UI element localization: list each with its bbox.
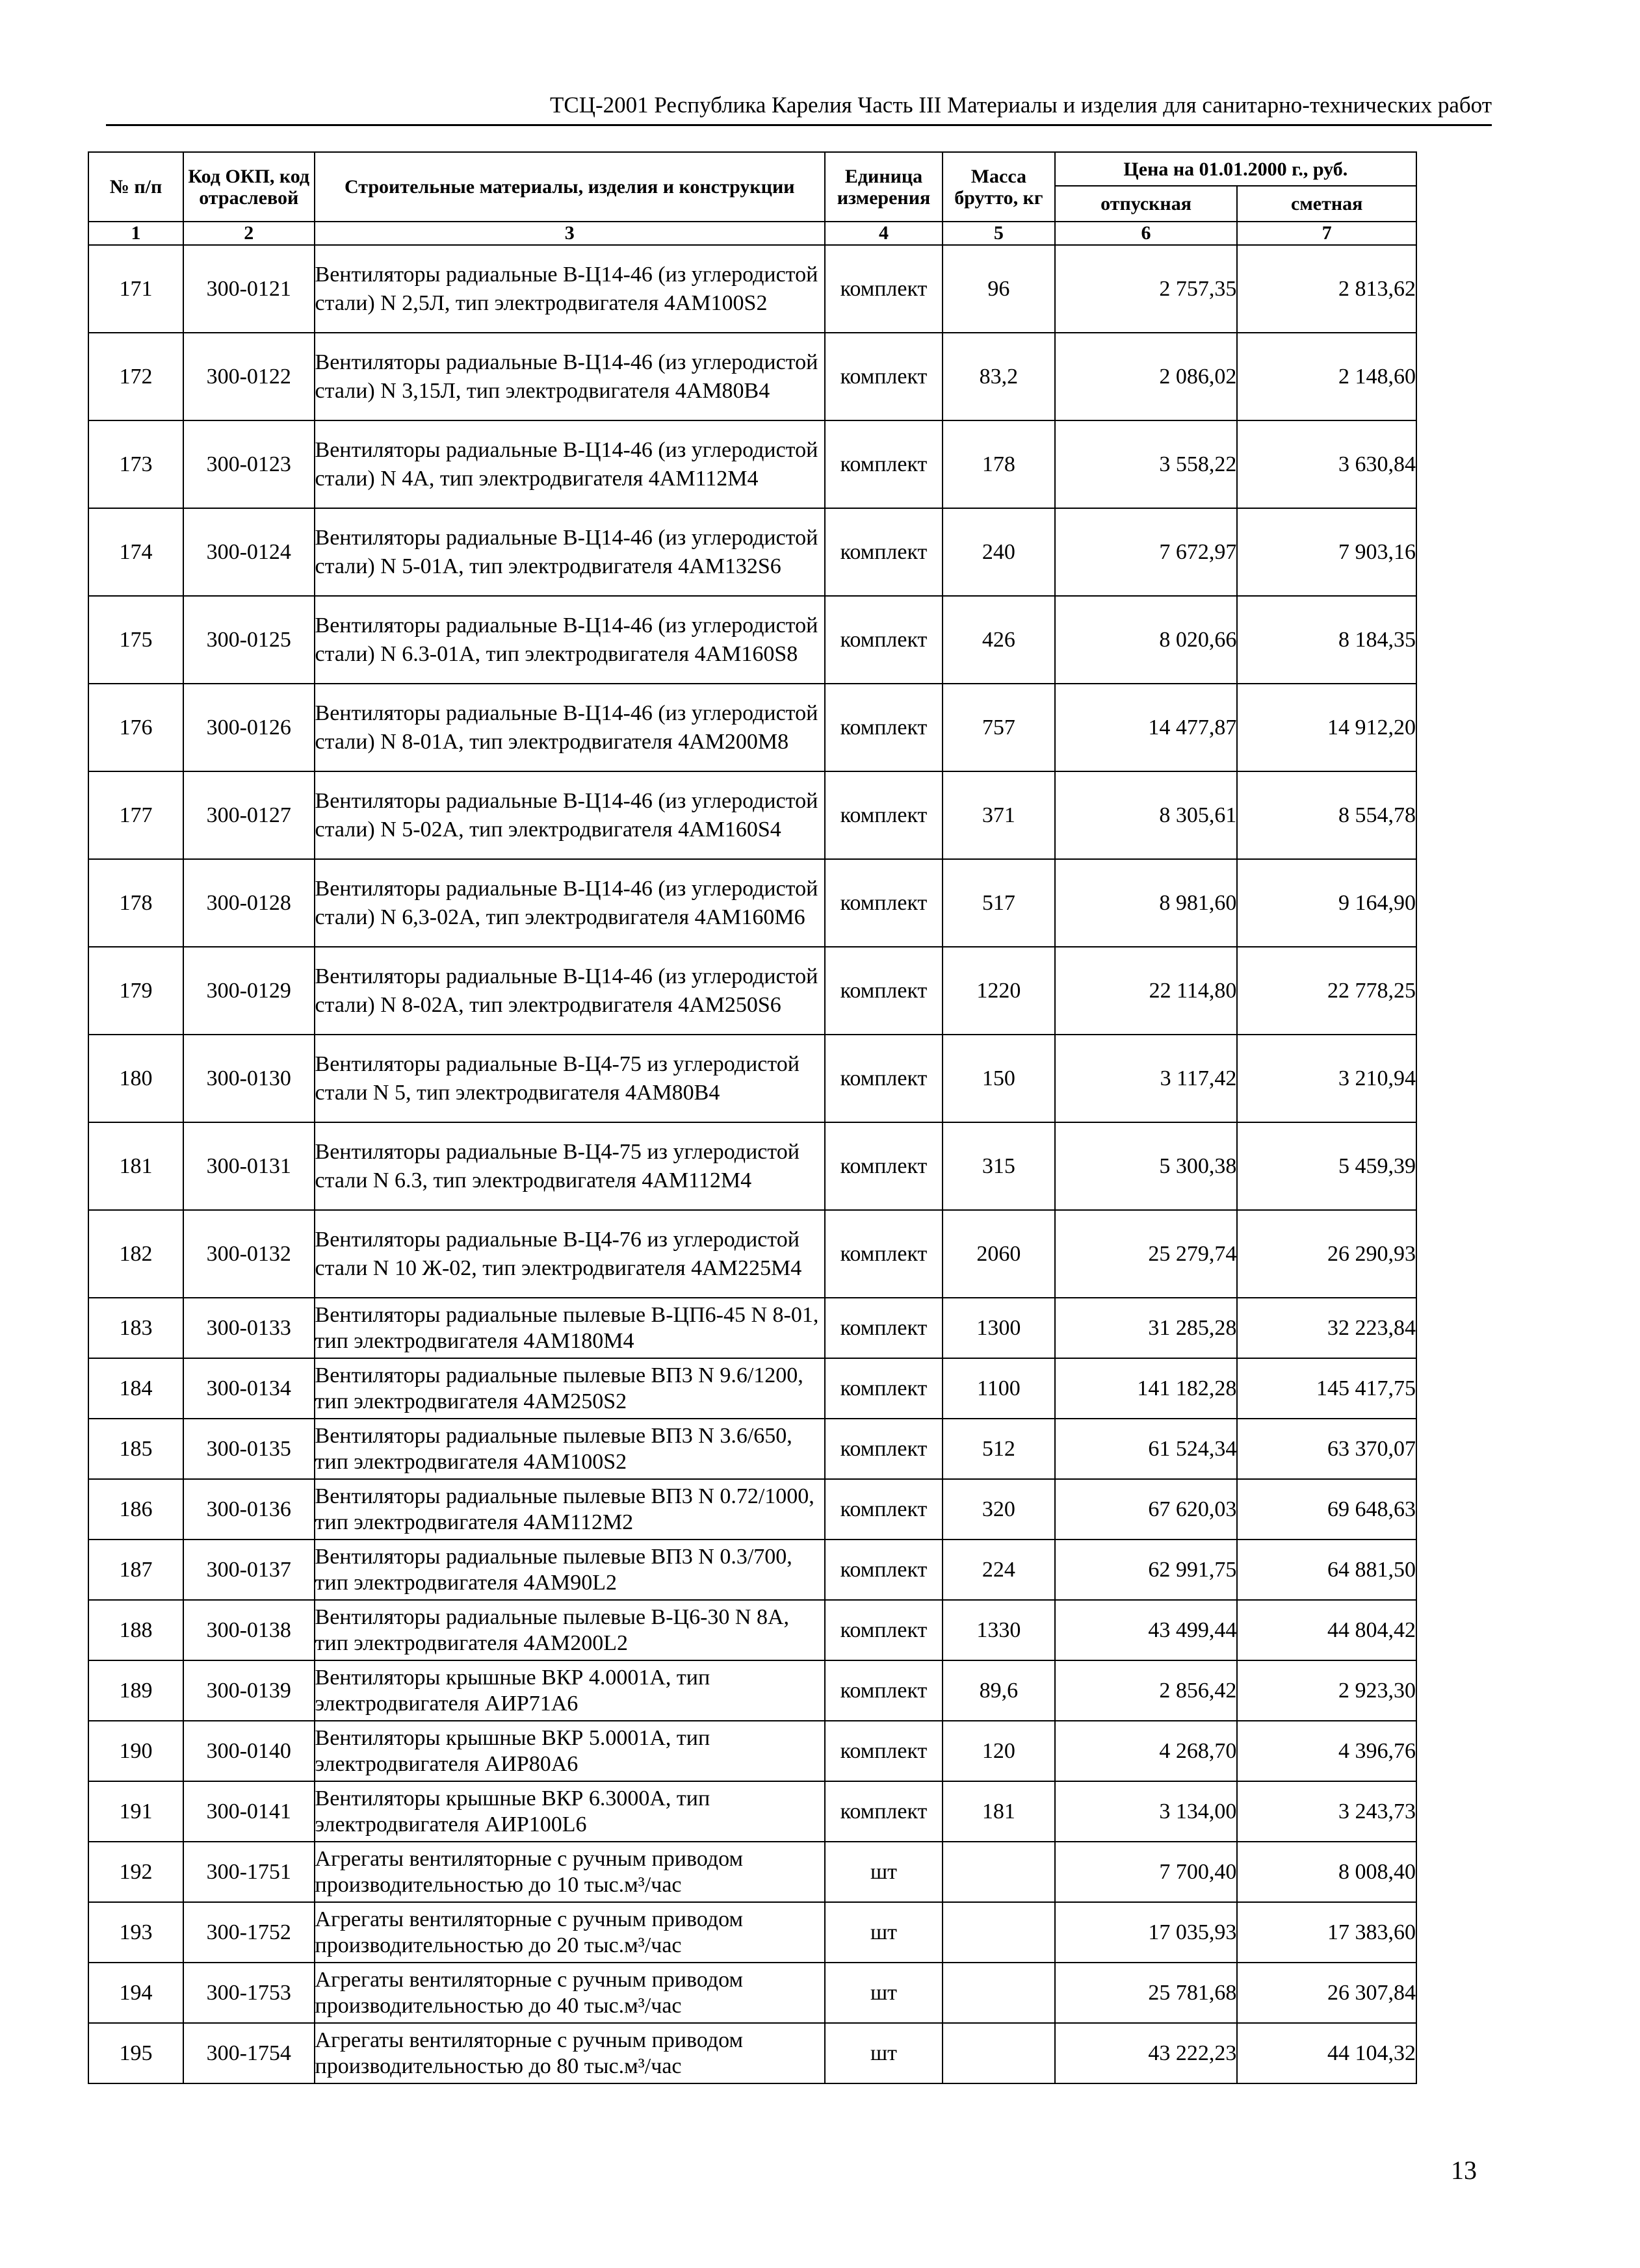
row-code: 300-0127 xyxy=(183,771,315,859)
row-unit: комплект xyxy=(825,1035,943,1122)
row-code: 300-0141 xyxy=(183,1781,315,1842)
table-row xyxy=(88,1721,1416,1781)
row-code: 300-0139 xyxy=(183,1660,315,1721)
row-unit: комплект xyxy=(825,333,943,420)
row-name: Вентиляторы радиальные пылевые ВП3 N 3.6/650, тип электродвигателя 4АМ100S2 xyxy=(315,1419,826,1479)
row-number: 177 xyxy=(88,771,183,859)
row-code: 300-1751 xyxy=(183,1842,315,1902)
column-number: 6 xyxy=(1055,222,1238,245)
row-price: 5 300,38 xyxy=(1055,1122,1238,1210)
row-unit: комплект xyxy=(825,1781,943,1842)
table-row xyxy=(88,333,1416,420)
row-number: 172 xyxy=(88,333,183,420)
row-code: 300-0132 xyxy=(183,1210,315,1298)
row-mass: 150 xyxy=(943,1035,1055,1122)
row-mass: 315 xyxy=(943,1122,1055,1210)
row-mass xyxy=(943,1902,1055,1963)
column-number: 2 xyxy=(183,222,315,245)
row-name: Вентиляторы радиальные В-Ц14-46 (из углеродистой стали) N 6,3-02А, тип электродвигателя 4АМ160М6 xyxy=(315,859,826,947)
row-price: 8 305,61 xyxy=(1055,771,1238,859)
row-name: Вентиляторы крышные ВКР 5.0001А, тип электродвигателя АИР80А6 xyxy=(315,1721,826,1781)
row-mass xyxy=(943,1842,1055,1902)
row-unit: комплект xyxy=(825,1358,943,1419)
row-code: 300-0124 xyxy=(183,508,315,596)
row-number: 173 xyxy=(88,420,183,508)
page-header xyxy=(106,88,1492,126)
row-estimate: 2 923,30 xyxy=(1237,1660,1416,1721)
row-estimate: 64 881,50 xyxy=(1237,1540,1416,1600)
row-code: 300-0137 xyxy=(183,1540,315,1600)
page-number: 13 xyxy=(1451,2156,1477,2185)
row-estimate: 14 912,20 xyxy=(1237,684,1416,771)
row-number: 171 xyxy=(88,245,183,333)
table-body xyxy=(88,245,1416,2083)
row-estimate: 2 148,60 xyxy=(1237,333,1416,420)
row-number: 186 xyxy=(88,1479,183,1540)
row-estimate: 22 778,25 xyxy=(1237,947,1416,1035)
row-price: 17 035,93 xyxy=(1055,1902,1238,1963)
row-mass: 178 xyxy=(943,420,1055,508)
row-code: 300-0126 xyxy=(183,684,315,771)
row-mass: 517 xyxy=(943,859,1055,947)
row-price: 141 182,28 xyxy=(1055,1358,1238,1419)
row-estimate: 63 370,07 xyxy=(1237,1419,1416,1479)
row-code: 300-0134 xyxy=(183,1358,315,1419)
row-code: 300-0122 xyxy=(183,333,315,420)
table-row xyxy=(88,420,1416,508)
row-estimate: 44 804,42 xyxy=(1237,1600,1416,1660)
row-mass xyxy=(943,2023,1055,2083)
row-unit: комплект xyxy=(825,1122,943,1210)
table-row xyxy=(88,1479,1416,1540)
column-number: 7 xyxy=(1237,222,1416,245)
row-mass: 1300 xyxy=(943,1298,1055,1358)
header-estimate: сметная xyxy=(1237,186,1416,222)
row-price: 7 700,40 xyxy=(1055,1842,1238,1902)
table-row xyxy=(88,1210,1416,1298)
table-row xyxy=(88,1902,1416,1963)
row-name: Агрегаты вентиляторные с ручным приводом производительностью до 40 тыс.м³/час xyxy=(315,1963,826,2023)
row-estimate: 2 813,62 xyxy=(1237,245,1416,333)
row-mass: 89,6 xyxy=(943,1660,1055,1721)
row-price: 8 981,60 xyxy=(1055,859,1238,947)
row-number: 182 xyxy=(88,1210,183,1298)
row-price: 61 524,34 xyxy=(1055,1419,1238,1479)
row-unit: комплект xyxy=(825,1721,943,1781)
row-mass: 96 xyxy=(943,245,1055,333)
row-number: 192 xyxy=(88,1842,183,1902)
header-num: № п/п xyxy=(88,152,183,222)
row-code: 300-0140 xyxy=(183,1721,315,1781)
column-number: 3 xyxy=(315,222,826,245)
row-code: 300-1754 xyxy=(183,2023,315,2083)
row-name: Вентиляторы крышные ВКР 6.3000А, тип электродвигателя АИР100L6 xyxy=(315,1781,826,1842)
table-row xyxy=(88,596,1416,684)
row-name: Агрегаты вентиляторные с ручным приводом производительностью до 80 тыс.м³/час xyxy=(315,2023,826,2083)
row-estimate: 44 104,32 xyxy=(1237,2023,1416,2083)
row-mass: 512 xyxy=(943,1419,1055,1479)
table-row xyxy=(88,2023,1416,2083)
row-number: 189 xyxy=(88,1660,183,1721)
row-unit: комплект xyxy=(825,508,943,596)
row-number: 183 xyxy=(88,1298,183,1358)
row-unit: комплект xyxy=(825,1210,943,1298)
row-estimate: 8 008,40 xyxy=(1237,1842,1416,1902)
row-estimate: 4 396,76 xyxy=(1237,1721,1416,1781)
header-price-group: Цена на 01.01.2000 г., руб. xyxy=(1055,152,1416,186)
row-mass: 2060 xyxy=(943,1210,1055,1298)
row-name: Вентиляторы радиальные пылевые ВП3 N 9.6/1200, тип электродвигателя 4АМ250S2 xyxy=(315,1358,826,1419)
row-price: 43 499,44 xyxy=(1055,1600,1238,1660)
row-unit: комплект xyxy=(825,1419,943,1479)
row-code: 300-0131 xyxy=(183,1122,315,1210)
row-mass xyxy=(943,1963,1055,2023)
row-price: 31 285,28 xyxy=(1055,1298,1238,1358)
table-row xyxy=(88,1419,1416,1479)
row-mass: 426 xyxy=(943,596,1055,684)
row-mass: 240 xyxy=(943,508,1055,596)
row-name: Вентиляторы радиальные В-Ц14-46 (из углеродистой стали) N 4А, тип электродвигателя 4АМ112М4 xyxy=(315,420,826,508)
row-code: 300-0138 xyxy=(183,1600,315,1660)
row-name: Агрегаты вентиляторные с ручным приводом производительностью до 10 тыс.м³/час xyxy=(315,1842,826,1902)
row-number: 184 xyxy=(88,1358,183,1419)
row-estimate: 3 630,84 xyxy=(1237,420,1416,508)
row-number: 180 xyxy=(88,1035,183,1122)
row-estimate: 3 243,73 xyxy=(1237,1781,1416,1842)
table-row xyxy=(88,859,1416,947)
header-rule xyxy=(106,124,1492,126)
table-row xyxy=(88,1660,1416,1721)
row-estimate: 69 648,63 xyxy=(1237,1479,1416,1540)
row-name: Вентиляторы радиальные В-Ц14-46 (из углеродистой стали) N 5-02А, тип электродвигателя 4АМ160S4 xyxy=(315,771,826,859)
row-price: 8 020,66 xyxy=(1055,596,1238,684)
header-unit: Единица измерения xyxy=(825,152,943,222)
row-price: 3 117,42 xyxy=(1055,1035,1238,1122)
row-estimate: 32 223,84 xyxy=(1237,1298,1416,1358)
row-price: 2 086,02 xyxy=(1055,333,1238,420)
row-number: 174 xyxy=(88,508,183,596)
row-price: 3 134,00 xyxy=(1055,1781,1238,1842)
row-number: 178 xyxy=(88,859,183,947)
row-unit: комплект xyxy=(825,1600,943,1660)
table-row xyxy=(88,1298,1416,1358)
row-estimate: 145 417,75 xyxy=(1237,1358,1416,1419)
header-text: ТСЦ-2001 Республика Карелия Часть III Материалы и изделия для санитарно-технических работ xyxy=(550,92,1492,118)
row-name: Вентиляторы радиальные В-Ц4-75 из углеродистой стали N 5, тип электродвигателя 4АМ80В4 xyxy=(315,1035,826,1122)
row-number: 191 xyxy=(88,1781,183,1842)
table-row xyxy=(88,1963,1416,2023)
table-row xyxy=(88,684,1416,771)
table-row xyxy=(88,245,1416,333)
row-code: 300-1752 xyxy=(183,1902,315,1963)
row-mass: 83,2 xyxy=(943,333,1055,420)
row-unit: комплект xyxy=(825,596,943,684)
row-price: 25 279,74 xyxy=(1055,1210,1238,1298)
row-price: 14 477,87 xyxy=(1055,684,1238,771)
header-name: Строительные материалы, изделия и конструкции xyxy=(315,152,826,222)
row-unit: комплект xyxy=(825,1660,943,1721)
row-number: 194 xyxy=(88,1963,183,2023)
row-name: Вентиляторы радиальные пылевые ВП3 N 0.3/700, тип электродвигателя 4АМ90L2 xyxy=(315,1540,826,1600)
row-price: 25 781,68 xyxy=(1055,1963,1238,2023)
row-name: Вентиляторы радиальные В-Ц14-46 (из углеродистой стали) N 8-02А, тип электродвигателя 4АМ250S6 xyxy=(315,947,826,1035)
row-price: 62 991,75 xyxy=(1055,1540,1238,1600)
row-price: 22 114,80 xyxy=(1055,947,1238,1035)
row-unit: комплект xyxy=(825,947,943,1035)
row-unit: комплект xyxy=(825,859,943,947)
row-name: Вентиляторы радиальные В-Ц14-46 (из углеродистой стали) N 6.3-01А, тип электродвигателя 4АМ160S8 xyxy=(315,596,826,684)
column-number: 1 xyxy=(88,222,183,245)
row-estimate: 26 307,84 xyxy=(1237,1963,1416,2023)
row-code: 300-0129 xyxy=(183,947,315,1035)
row-unit: комплект xyxy=(825,1298,943,1358)
row-mass: 120 xyxy=(943,1721,1055,1781)
row-unit: шт xyxy=(825,2023,943,2083)
row-name: Вентиляторы радиальные пылевые ВП3 N 0.72/1000, тип электродвигателя 4АМ112М2 xyxy=(315,1479,826,1540)
table-row xyxy=(88,508,1416,596)
table-row xyxy=(88,1122,1416,1210)
row-estimate: 7 903,16 xyxy=(1237,508,1416,596)
row-unit: комплект xyxy=(825,245,943,333)
row-code: 300-1753 xyxy=(183,1963,315,2023)
table-row xyxy=(88,1842,1416,1902)
row-name: Вентиляторы радиальные В-Ц14-46 (из углеродистой стали) N 3,15Л, тип электродвигателя 4АМ80В4 xyxy=(315,333,826,420)
row-price: 2 856,42 xyxy=(1055,1660,1238,1721)
row-unit: шт xyxy=(825,1842,943,1902)
row-number: 190 xyxy=(88,1721,183,1781)
row-number: 179 xyxy=(88,947,183,1035)
table-row xyxy=(88,1600,1416,1660)
column-number: 4 xyxy=(825,222,943,245)
row-name: Вентиляторы радиальные В-Ц14-46 (из углеродистой стали) N 2,5Л, тип электродвигателя 4АМ100S2 xyxy=(315,245,826,333)
row-code: 300-0123 xyxy=(183,420,315,508)
row-number: 176 xyxy=(88,684,183,771)
row-code: 300-0125 xyxy=(183,596,315,684)
table-row xyxy=(88,1035,1416,1122)
row-number: 195 xyxy=(88,2023,183,2083)
table-row xyxy=(88,1358,1416,1419)
row-name: Вентиляторы радиальные В-Ц4-75 из углеродистой стали N 6.3, тип электродвигателя 4АМ112М4 xyxy=(315,1122,826,1210)
row-code: 300-0133 xyxy=(183,1298,315,1358)
row-code: 300-0130 xyxy=(183,1035,315,1122)
row-estimate: 17 383,60 xyxy=(1237,1902,1416,1963)
row-number: 185 xyxy=(88,1419,183,1479)
row-name: Вентиляторы радиальные В-Ц4-76 из углеродистой стали N 10 Ж-02, тип электродвигателя 4АМ225М4 xyxy=(315,1210,826,1298)
table-row xyxy=(88,1540,1416,1600)
table-row xyxy=(88,1781,1416,1842)
table-row xyxy=(88,771,1416,859)
row-number: 187 xyxy=(88,1540,183,1600)
row-price: 3 558,22 xyxy=(1055,420,1238,508)
row-mass: 757 xyxy=(943,684,1055,771)
row-name: Вентиляторы радиальные пылевые В-Ц6-30 N 8А, тип электродвигателя 4АМ200L2 xyxy=(315,1600,826,1660)
row-name: Вентиляторы радиальные В-Ц14-46 (из углеродистой стали) N 5-01А, тип электродвигателя 4АМ132S6 xyxy=(315,508,826,596)
row-code: 300-0121 xyxy=(183,245,315,333)
column-number: 5 xyxy=(943,222,1055,245)
row-price: 43 222,23 xyxy=(1055,2023,1238,2083)
row-price: 67 620,03 xyxy=(1055,1479,1238,1540)
row-price: 2 757,35 xyxy=(1055,245,1238,333)
row-mass: 1100 xyxy=(943,1358,1055,1419)
header-code: Код ОКП, код отраслевой xyxy=(183,152,315,222)
row-estimate: 9 164,90 xyxy=(1237,859,1416,947)
row-estimate: 8 184,35 xyxy=(1237,596,1416,684)
row-unit: шт xyxy=(825,1902,943,1963)
row-mass: 371 xyxy=(943,771,1055,859)
row-name: Вентиляторы радиальные В-Ц14-46 (из углеродистой стали) N 8-01А, тип электродвигателя 4АМ200М8 xyxy=(315,684,826,771)
row-estimate: 8 554,78 xyxy=(1237,771,1416,859)
row-mass: 1220 xyxy=(943,947,1055,1035)
header-mass: Масса брутто, кг xyxy=(943,152,1055,222)
row-mass: 224 xyxy=(943,1540,1055,1600)
row-price: 7 672,97 xyxy=(1055,508,1238,596)
row-name: Вентиляторы крышные ВКР 4.0001А, тип электродвигателя АИР71А6 xyxy=(315,1660,826,1721)
row-unit: комплект xyxy=(825,1540,943,1600)
row-code: 300-0128 xyxy=(183,859,315,947)
row-mass: 1330 xyxy=(943,1600,1055,1660)
row-name: Агрегаты вентиляторные с ручным приводом производительностью до 20 тыс.м³/час xyxy=(315,1902,826,1963)
row-number: 188 xyxy=(88,1600,183,1660)
row-estimate: 26 290,93 xyxy=(1237,1210,1416,1298)
table-row xyxy=(88,947,1416,1035)
row-unit: комплект xyxy=(825,1479,943,1540)
row-unit: шт xyxy=(825,1963,943,2023)
row-unit: комплект xyxy=(825,771,943,859)
row-number: 175 xyxy=(88,596,183,684)
row-unit: комплект xyxy=(825,420,943,508)
row-code: 300-0135 xyxy=(183,1419,315,1479)
row-number: 181 xyxy=(88,1122,183,1210)
row-mass: 320 xyxy=(943,1479,1055,1540)
row-name: Вентиляторы радиальные пылевые В-ЦП6-45 N 8-01, тип электродвигателя 4АМ180М4 xyxy=(315,1298,826,1358)
price-table xyxy=(88,151,1417,2084)
header-price: отпускная xyxy=(1055,186,1238,222)
row-code: 300-0136 xyxy=(183,1479,315,1540)
row-price: 4 268,70 xyxy=(1055,1721,1238,1781)
column-number-row xyxy=(88,222,1416,245)
row-estimate: 3 210,94 xyxy=(1237,1035,1416,1122)
row-unit: комплект xyxy=(825,684,943,771)
row-estimate: 5 459,39 xyxy=(1237,1122,1416,1210)
row-number: 193 xyxy=(88,1902,183,1963)
row-mass: 181 xyxy=(943,1781,1055,1842)
